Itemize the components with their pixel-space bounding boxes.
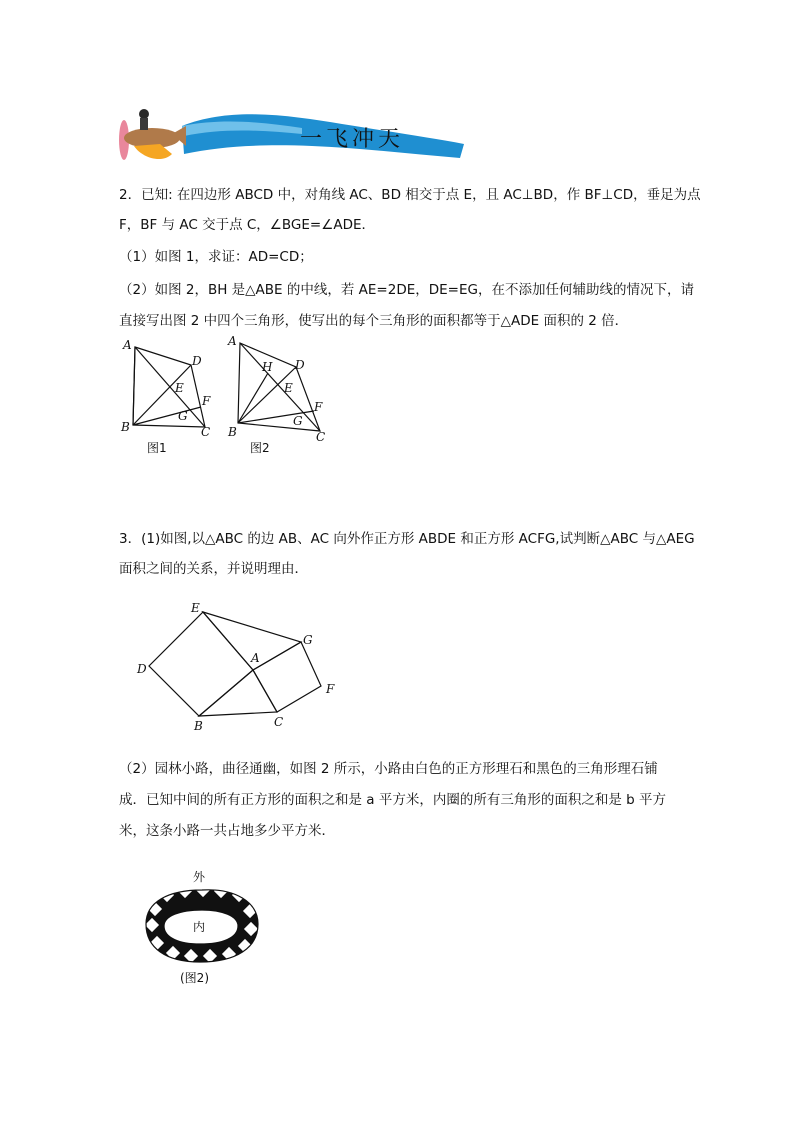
banner-title: 一飞冲天: [300, 127, 405, 152]
fig2-label-f: F: [314, 400, 323, 414]
sq-label-a: A: [251, 651, 260, 665]
q3-part2-line-1: （2）园林小路，曲径通幽，如图 2 所示，小路由白色的正方形理石和黑色的三角形理石铺: [119, 761, 658, 777]
q2-line-5: 直接写出图 2 中四个三角形，使写出的每个三角形的面积都等于△ADE 面积的 2 倍．: [119, 313, 629, 329]
sq-label-b: B: [194, 719, 203, 733]
header-banner: [112, 96, 472, 172]
fig1-label-f: F: [202, 394, 211, 408]
q3-line-2: 面积之间的关系，并说明理由．: [119, 561, 308, 577]
fig2-label-a: A: [228, 334, 237, 348]
fig2-label-c: C: [316, 430, 326, 444]
fig2-label-d: D: [295, 358, 305, 372]
fig2-caption: 图2: [250, 441, 270, 455]
fig1-label-a: A: [123, 338, 132, 352]
q2-line-3: （1）如图 1，求证：AD=CD；: [119, 249, 313, 265]
sq-label-g: G: [303, 633, 313, 647]
sq-label-f: F: [326, 682, 335, 696]
path-inner-label: 内: [193, 920, 206, 934]
banner-graphic: [112, 96, 472, 172]
q3-line-1: 3．(1)如图,以△ABC 的边 AB、AC 向外作正方形 ABDE 和正方形 ACFG,试判断△ABC 与△AEG: [119, 531, 695, 547]
fig1-label-e: E: [175, 381, 184, 395]
q3-part2-line-2: 成．已知中间的所有正方形的面积之和是 a 平方米，内圈的所有三角形的面积之和是 b 平方: [119, 792, 667, 808]
sq-label-c: C: [274, 715, 284, 729]
fig1-label-c: C: [201, 425, 211, 439]
fig1-label-g: G: [178, 409, 188, 423]
q2-line-4: （2）如图 2，BH 是△ABE 的中线，若 AE=2DE，DE=EG，在不添加任何辅助线的情况下，请: [119, 282, 694, 298]
sq-label-d: D: [137, 662, 147, 676]
garden-path-figure: [140, 868, 265, 993]
sq-label-e: E: [191, 601, 200, 615]
path-outer-label: 外: [193, 870, 206, 884]
q2-line-2: F，BF 与 AC 交于点 C，∠BGE=∠ADE．: [119, 217, 375, 233]
figure-squares: [133, 598, 343, 738]
figure-2: [222, 333, 337, 460]
figure-1: [115, 335, 225, 460]
fig1-label-b: B: [121, 420, 130, 434]
fig2-label-g: G: [293, 414, 303, 428]
fig2-label-e: E: [284, 381, 293, 395]
fig1-label-d: D: [192, 354, 202, 368]
q2-line-1: 2．已知: 在四边形 ABCD 中，对角线 AC、BD 相交于点 E，且 AC⊥BD，作 BF⊥CD，垂足为点: [119, 187, 701, 203]
fig1-caption: 图1: [147, 441, 167, 455]
fig2-label-b: B: [228, 425, 237, 439]
fig2-label-h: H: [262, 360, 273, 374]
q3-part2-line-3: 米，这条小路一共占地多少平方米．: [119, 823, 335, 839]
path-caption: (图2): [180, 971, 209, 985]
